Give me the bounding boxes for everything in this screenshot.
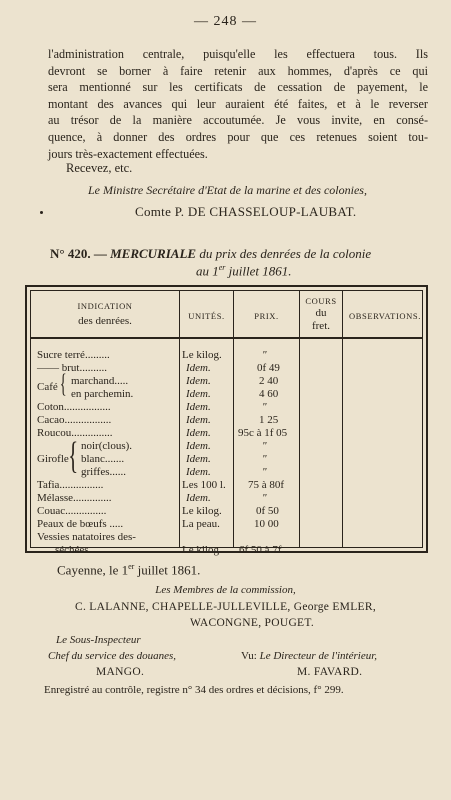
header-observations: OBSERVATIONS. <box>349 311 421 321</box>
section-title-rest: du prix des denrées de la colonie <box>199 246 372 261</box>
letter-paragraph <box>48 46 428 162</box>
column-divider <box>342 291 343 547</box>
unit: Le kilog. <box>182 544 222 556</box>
header-cours-fret: fret. <box>311 320 330 332</box>
members-names-line1: C. LALANNE, CHAPELLE-JULLEVILLE, George EMLER, <box>74 601 377 613</box>
unit: Idem. <box>186 453 211 465</box>
section-number: N° 420. — <box>50 246 107 261</box>
paragraph-line: jours très-exactement effectuées. <box>48 146 208 161</box>
product-name: Cacao................. <box>37 414 112 426</box>
product-name: Coton................. <box>37 401 111 413</box>
product-name: noir(clous). <box>81 440 133 452</box>
unit: Idem. <box>186 362 211 374</box>
price: 2 40 <box>259 375 279 387</box>
price: " <box>262 453 267 465</box>
paragraph-line: au trésor de la manière accoutumée. Je vous invite, en consé- <box>48 113 428 128</box>
price: " <box>262 440 267 452</box>
closing-salutation: Recevez, etc. <box>66 161 133 175</box>
column-divider <box>233 291 234 547</box>
price: 95c à 1f 05 <box>238 427 288 439</box>
unit: Idem. <box>186 427 211 439</box>
paragraph-line: devront se borner à faire retenir aux hommes, d'après ce qui <box>48 63 428 78</box>
unit: Idem. <box>186 388 211 400</box>
place-date <box>57 562 200 578</box>
section-date-sup: er <box>218 263 226 272</box>
unit: Idem. <box>186 466 211 478</box>
header-indication: INDICATION <box>77 301 133 311</box>
unit: Idem. <box>186 440 211 452</box>
signature-favard: M. FAVARD. <box>297 666 363 678</box>
product-name: blanc....... <box>81 453 125 465</box>
unit: Idem. <box>186 492 211 504</box>
section-date <box>196 263 292 279</box>
header-indication-sub: des denrées. <box>78 315 132 327</box>
column-divider <box>179 291 180 547</box>
price: " <box>262 466 267 478</box>
ink-dot <box>40 211 43 214</box>
group-label-girofle: Girofle <box>37 453 69 465</box>
section-date-suffix: juillet 1861. <box>228 263 292 279</box>
vu-directeur <box>241 650 377 662</box>
unit: Les 100 l. <box>182 479 226 491</box>
price: 0f 49 <box>257 362 280 374</box>
price: " <box>262 401 267 413</box>
section-title-bold: MERCURIALE <box>110 246 197 261</box>
vu-title: Le Directeur de l'intérieur, <box>259 650 378 662</box>
group-label-cafe: Café <box>37 381 58 393</box>
members-names-line2: WACONGNE, POUGET. <box>190 617 315 629</box>
price: 1 25 <box>259 414 279 426</box>
price-table-inner <box>30 290 423 556</box>
paragraph-line: sera mentionné sur les certificats de cessation de payement, le <box>48 80 428 95</box>
signature-mango: MANGO. <box>96 666 145 678</box>
product-name: Vessies natatoires des- <box>37 531 136 543</box>
product-name: Roucou............... <box>37 427 113 439</box>
brace-icon: { <box>59 369 67 398</box>
members-label: Les Membres de la commission, <box>155 584 296 596</box>
product-name: marchand..... <box>71 375 129 387</box>
minister-name: Comte P. DE CHASSELOUP-LAUBAT. <box>135 204 357 219</box>
price: 0f 50 <box>256 505 279 517</box>
header-prix: PRIX. <box>254 311 279 321</box>
header-unites: UNITÉS. <box>188 311 225 321</box>
header-divider <box>31 337 422 339</box>
product-name: griffes...... <box>81 466 127 478</box>
header-cours-du: du <box>315 307 327 319</box>
product-name: Couac............... <box>37 505 107 517</box>
product-name: Tafia................ <box>37 479 104 491</box>
unit: La peau. <box>182 518 220 530</box>
price: 6f 50 à 7f <box>239 544 282 556</box>
price: 10 00 <box>254 518 279 530</box>
chef-douanes-label: Chef du service des douanes, <box>48 650 176 662</box>
product-name: —— brut.......... <box>37 362 107 374</box>
minister-title: Le Ministre Secrétaire d'Etat de la marine et des colonies, <box>88 183 367 197</box>
price: 4 60 <box>259 388 279 400</box>
product-name: en parchemin. <box>71 388 134 400</box>
price: " <box>262 349 267 361</box>
product-name: Sucre terré......... <box>37 349 110 361</box>
price: 75 à 80f <box>248 479 285 491</box>
vu-prefix: Vu: <box>241 650 257 662</box>
product-name: Peaux de bœufs ..... <box>37 518 124 530</box>
page-number: — 248 — <box>194 14 257 29</box>
unit: Le kilog. <box>182 505 222 517</box>
header-cours: COURS <box>305 296 337 306</box>
price-table <box>25 285 428 556</box>
paragraph-line: montant des avances qui leur auraient été faites, et à le reverser <box>48 96 428 111</box>
place-date-sup: er <box>128 562 135 571</box>
product-name: séchées............ <box>55 544 122 556</box>
registration-note: Enregistré au contrôle, registre n° 34 des ordres et décisions, f° 299. <box>44 684 344 696</box>
paragraph-line: quence, à donner des ordres pour que ces retenues soient tou- <box>48 129 428 144</box>
section-date-prefix: au 1 <box>196 263 219 279</box>
unit: Idem. <box>186 414 211 426</box>
price: " <box>262 492 267 504</box>
section-heading <box>50 246 371 262</box>
place-date-prefix: Cayenne, le 1 <box>57 562 129 578</box>
sous-inspecteur-label: Le Sous-Inspecteur <box>56 634 141 646</box>
unit: Idem. <box>186 401 211 413</box>
product-name: Mélasse.............. <box>37 492 112 504</box>
brace-icon: { <box>68 435 79 477</box>
unit: Idem. <box>186 375 211 387</box>
paragraph-line: l'administration centrale, puisqu'elle les effectuera tous. Ils <box>48 47 428 61</box>
place-date-suffix: juillet 1861. <box>137 562 201 578</box>
unit: Le kilog. <box>182 349 222 361</box>
